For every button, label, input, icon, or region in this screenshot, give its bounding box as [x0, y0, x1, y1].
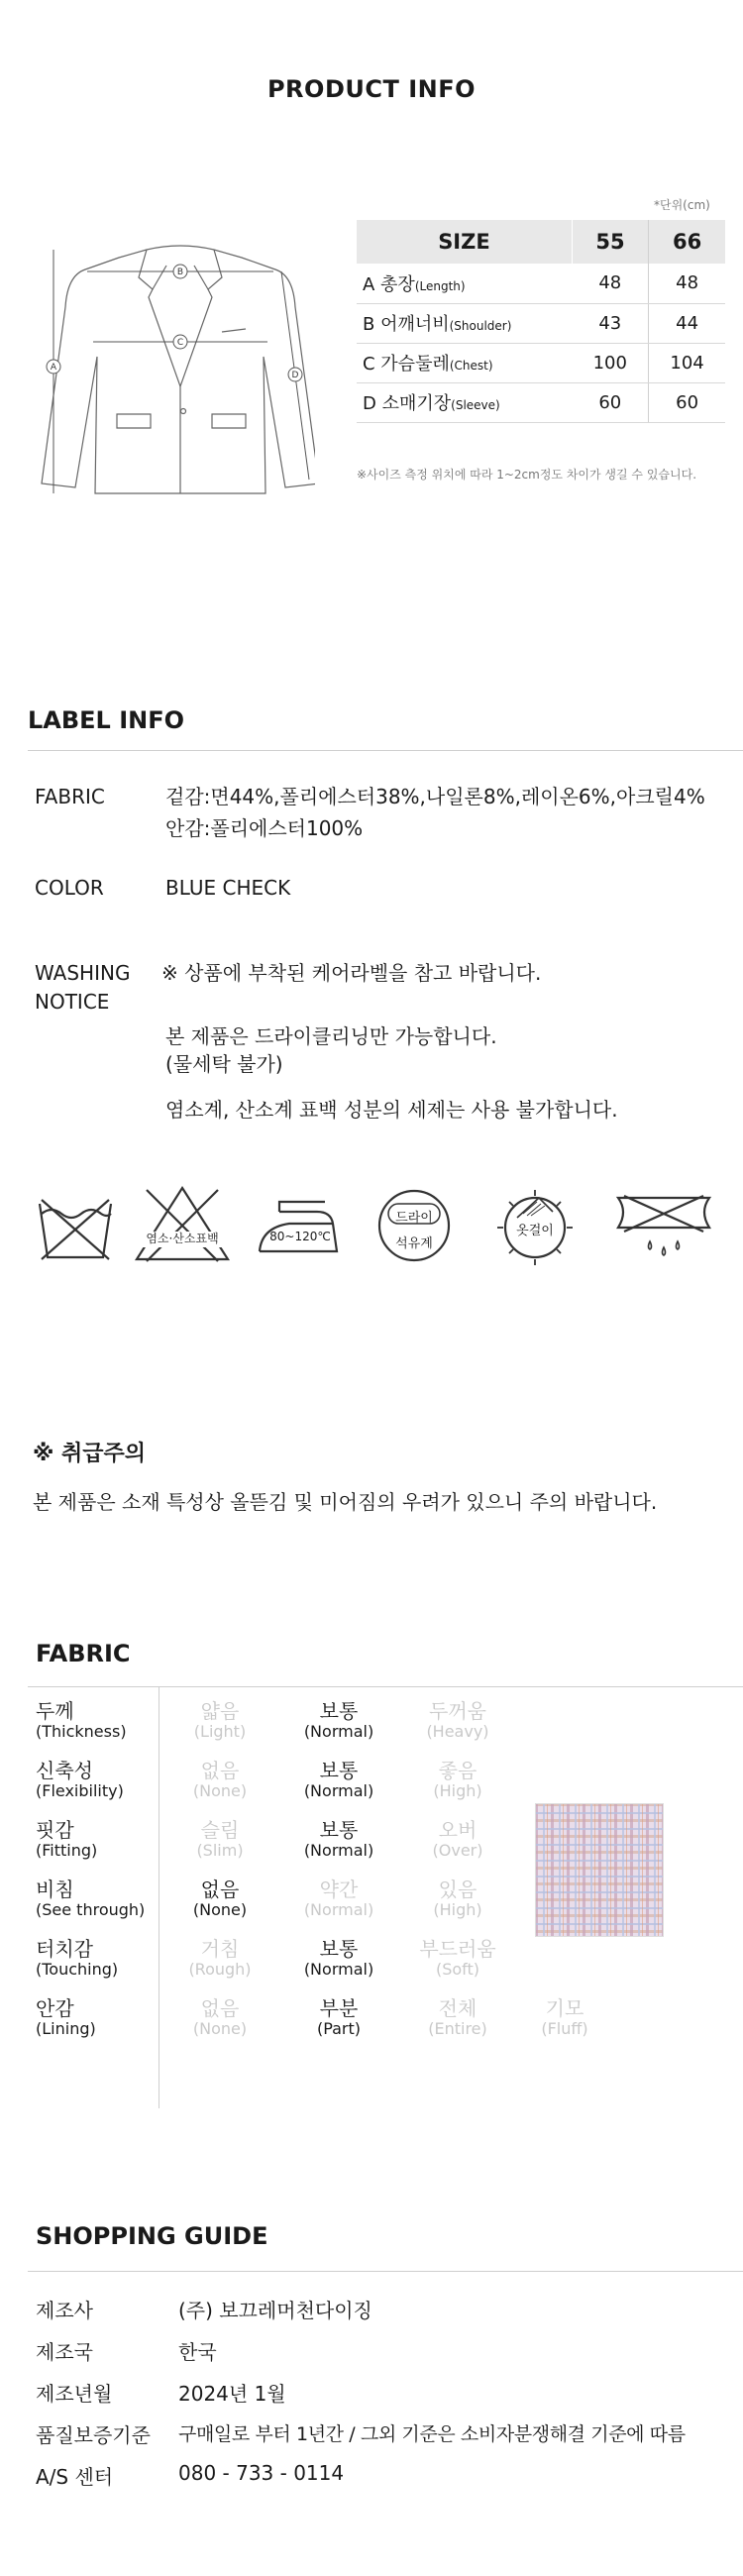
fabric-row-label [36, 1759, 124, 1800]
fabric-option-label: 두꺼움 [429, 1699, 486, 1723]
fabric-option-sub: (Entire) [428, 2019, 487, 2038]
row-value-55: 48 [572, 264, 648, 303]
fabric-option-label: 얇음 [200, 1699, 240, 1723]
iron-icon-text: 80~120℃ [269, 1230, 331, 1243]
fabric-row-subtitle: (Thickness) [36, 1722, 127, 1741]
fabric-row-label [36, 1937, 118, 1979]
fabric-option-sub: (Soft) [435, 1960, 480, 1979]
row-name: A 총장 [363, 273, 415, 295]
washing-label-2: NOTICE [35, 990, 110, 1014]
table-row [357, 264, 725, 303]
fabric-row-title: 비침 [36, 1878, 74, 1901]
fabric-option-selected [289, 1759, 388, 1800]
washing-note-4: 염소계, 산소계 표백 성분의 세제는 사용 불가합니다. [165, 1098, 618, 1122]
fabric-option-label: 약간 [319, 1878, 359, 1901]
fabric-option [170, 1937, 269, 1979]
dry-clean-icon [376, 1188, 452, 1263]
table-row [357, 343, 725, 382]
fabric-option [408, 1699, 507, 1741]
fabric-option-selected [289, 1818, 388, 1860]
size-66-header: 66 [649, 220, 725, 264]
fabric-option-label: 보통 [319, 1937, 359, 1961]
guide-value-manufacturer: (주) 보끄레머천다이징 [178, 2299, 372, 2322]
fabric-option-sub: (Normal) [303, 1960, 374, 1979]
care-icons [0, 1174, 743, 1293]
washing-note-1: ※ 상품에 부착된 케어라벨을 참고 바랍니다. [161, 961, 542, 985]
jacket-size-diagram [28, 238, 315, 509]
fabric-row-label [36, 1996, 96, 2038]
fabric-option-sub: (Normal) [303, 1900, 374, 1919]
fabric-line-1: 겉감:면44%,폴리에스터38%,나일론8%,레이온6%,아크릴4% [165, 785, 705, 808]
fabric-row-subtitle: (Lining) [36, 2019, 96, 2038]
fabric-option-selected [289, 1996, 388, 2038]
fabric-row-subtitle: (Flexibility) [36, 1781, 124, 1800]
diagram-label-d: D [291, 371, 299, 380]
fabric-row-label [36, 1699, 127, 1741]
row-value-55: 100 [572, 343, 648, 382]
fabric-option [289, 1878, 388, 1919]
fabric-option-sub: (None) [192, 1781, 248, 1800]
divider [28, 1686, 743, 1687]
fabric-row-label [36, 1878, 145, 1919]
fabric-option-sub: (Light) [193, 1722, 247, 1741]
fabric-option [170, 1699, 269, 1741]
fabric-option-label: 좋음 [438, 1759, 478, 1782]
row-sub: (Shoulder) [449, 319, 512, 333]
iron-icon [250, 1190, 345, 1263]
fabric-line-2: 안감:폴리에스터100% [165, 816, 364, 840]
row-value-55: 60 [572, 382, 648, 422]
fabric-option-sub: (Normal) [303, 1722, 374, 1741]
divider [28, 2271, 743, 2272]
fabric-option [408, 1996, 507, 2038]
fabric-option [408, 1937, 507, 1979]
washing-label-1: WASHING [35, 961, 131, 985]
fabric-option-sub: (Slim) [196, 1841, 244, 1860]
product-info-title: PRODUCT INFO [266, 75, 477, 103]
washing-note-3: (물세탁 불가) [165, 1052, 283, 1076]
diagram-label-a: A [50, 363, 57, 373]
fabric-option-sub: (None) [192, 2019, 248, 2038]
fabric-option-label: 없음 [200, 1878, 240, 1901]
fabric-option [408, 1818, 507, 1860]
fabric-option [170, 1759, 269, 1800]
fabric-option-sub: (Over) [432, 1841, 483, 1860]
caution-text: 본 제품은 소재 특성상 올뜯김 및 미어짐의 우려가 있으니 주의 바랍니다. [33, 1490, 658, 1514]
fabric-option-label: 보통 [319, 1699, 359, 1723]
fabric-option [170, 1818, 269, 1860]
color-value: BLUE CHECK [165, 876, 291, 900]
size-55-header: 55 [572, 220, 648, 264]
dry-icon-text-1: 드라이 [395, 1211, 433, 1226]
fabric-option [170, 1996, 269, 2038]
fabric-option-selected [289, 1937, 388, 1979]
fabric-option-sub: (Heavy) [426, 1722, 489, 1741]
size-table [357, 220, 725, 423]
fabric-row-title: 핏감 [36, 1818, 74, 1842]
guide-label-date: 제조년월 [36, 2382, 113, 2406]
row-value-66: 104 [649, 343, 725, 382]
row-value-66: 48 [649, 264, 725, 303]
fabric-option [515, 1996, 614, 2038]
row-value-66: 60 [649, 382, 725, 422]
fabric-option-sub: (High) [433, 1900, 482, 1919]
fabric-option-sub: (Rough) [188, 1960, 252, 1979]
fabric-option-sub: (Part) [316, 2019, 362, 2038]
fabric-row-subtitle: (See through) [36, 1900, 146, 1919]
unit-note: *단위(cm) [654, 198, 710, 212]
hang-icon-text: 옷걸이 [516, 1224, 554, 1238]
fabric-option-label: 부분 [319, 1996, 359, 2020]
row-name: D 소매기장 [363, 393, 452, 414]
diagram-label-c: C [176, 338, 184, 348]
no-bleach-icon [133, 1182, 232, 1263]
fabric-option [408, 1878, 507, 1919]
fabric-row-title: 터치감 [36, 1937, 93, 1961]
guide-value-date: 2024년 1월 [178, 2382, 286, 2406]
fabric-option-label: 보통 [319, 1818, 359, 1842]
row-name: B 어깨너비 [363, 314, 450, 335]
no-wring-icon [614, 1192, 713, 1263]
fabric-row-title: 두께 [36, 1699, 74, 1723]
fabric-row-label [36, 1818, 97, 1860]
fabric-option-sub: (High) [433, 1781, 482, 1800]
row-sub: (Chest) [449, 359, 493, 373]
label-info-title: LABEL INFO [28, 706, 185, 734]
fabric-option-label: 부드러움 [419, 1937, 496, 1961]
color-label: COLOR [35, 876, 104, 900]
table-row [357, 382, 725, 422]
row-sub: (Sleeve) [451, 398, 500, 412]
size-table-header [357, 220, 725, 264]
guide-label-as-center: A/S 센터 [36, 2465, 114, 2489]
shopping-guide-title: SHOPPING GUIDE [36, 2222, 268, 2250]
size-col-header: SIZE [357, 220, 572, 264]
row-name: C 가슴둘레 [363, 354, 450, 375]
fabric-option-label: 보통 [319, 1759, 359, 1782]
no-wash-icon [36, 1194, 115, 1263]
fabric-option-sub: (Normal) [303, 1841, 374, 1860]
fabric-option-label: 없음 [200, 1759, 240, 1782]
fabric-option [408, 1759, 507, 1800]
fabric-option-sub: (None) [192, 1900, 248, 1919]
fabric-option-label: 거침 [200, 1937, 240, 1961]
guide-label-warranty: 품질보증기준 [36, 2423, 151, 2447]
guide-value-warranty: 구매일로 부터 1년간 / 그외 기준은 소비자분쟁해결 기준에 따름 [178, 2423, 686, 2445]
divider [28, 750, 743, 751]
fabric-option-sub: (Normal) [303, 1781, 374, 1800]
size-note: ※사이즈 측정 위치에 따라 1~2cm정도 차이가 생길 수 있습니다. [357, 468, 697, 482]
fabric-option-label: 있음 [438, 1878, 478, 1901]
guide-value-country: 한국 [178, 2340, 217, 2364]
row-sub: (Length) [414, 278, 466, 293]
hang-dry-icon [493, 1186, 577, 1267]
fabric-option-label: 없음 [200, 1996, 240, 2020]
fabric-section-title: FABRIC [36, 1640, 131, 1667]
diagram-label-b: B [176, 268, 184, 277]
washing-note-2: 본 제품은 드라이클리닝만 가능합니다. [165, 1024, 497, 1048]
fabric-row-title: 신축성 [36, 1759, 93, 1782]
guide-label-country: 제조국 [36, 2340, 93, 2364]
fabric-option-selected [289, 1699, 388, 1741]
fabric-label: FABRIC [35, 785, 105, 808]
guide-label-manufacturer: 제조사 [36, 2299, 93, 2322]
fabric-row-title: 안감 [36, 1996, 74, 2020]
fabric-swatch [535, 1803, 664, 1937]
fabric-row-subtitle: (Fitting) [36, 1841, 98, 1860]
fabric-row-subtitle: (Touching) [36, 1960, 119, 1979]
fabric-option-label: 슬림 [200, 1818, 240, 1842]
row-value-55: 43 [572, 303, 648, 343]
bleach-icon-text: 염소·산소표백 [146, 1232, 219, 1245]
guide-value-as-center: 080 - 733 - 0114 [178, 2461, 345, 2485]
dry-icon-text-2: 석유계 [395, 1236, 433, 1251]
table-row [357, 303, 725, 343]
fabric-option-selected [170, 1878, 269, 1919]
fabric-option-label: 기모 [545, 1996, 584, 2020]
fabric-option-label: 전체 [438, 1996, 478, 2020]
fabric-option-sub: (Fluff) [541, 2019, 588, 2038]
fabric-option-label: 오버 [438, 1818, 478, 1842]
row-value-66: 44 [649, 303, 725, 343]
caution-title: ※ 취급주의 [33, 1442, 147, 1466]
